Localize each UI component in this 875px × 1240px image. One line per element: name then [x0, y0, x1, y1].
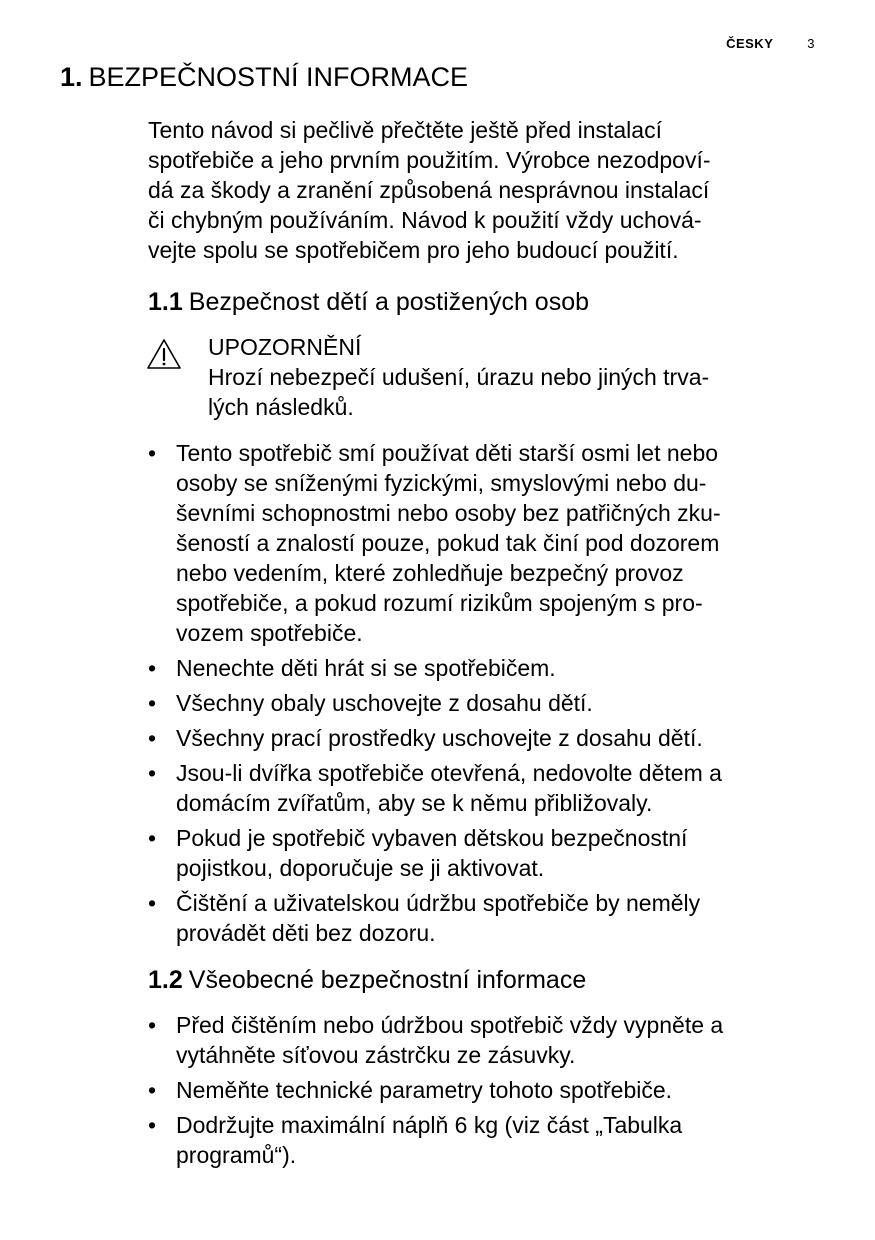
- child-safety-list: [148, 438, 828, 953]
- list-item-line: Dodržujte maximální náplň 6 kg (viz část „Tabulka: [176, 1112, 683, 1138]
- list-item-line: Čištění a uživatelskou údržbu spotřebiče by neměly: [176, 890, 701, 916]
- bullet-icon: •: [148, 825, 157, 851]
- warning-line: lých následků.: [208, 394, 354, 420]
- list-item-line: Tento spotřebič smí používat děti starší osmi let nebo: [176, 440, 719, 466]
- list-item: [148, 758, 828, 818]
- section-title: BEZPEČNOSTNÍ INFORMACE: [88, 62, 469, 92]
- list-item: [148, 653, 828, 683]
- warning-triangle-icon: [146, 338, 182, 370]
- subsection-title: Všeobecné bezpečnostní informace: [188, 966, 587, 994]
- list-item-line: Všechny prací prostředky uschovejte z dosahu dětí.: [176, 725, 703, 751]
- list-item-line: Nenechte děti hrát si se spotřebičem.: [176, 655, 556, 681]
- section-number: 1.: [60, 62, 83, 92]
- subsection-number: 1.2: [148, 966, 183, 994]
- list-item-line: programů“).: [176, 1142, 297, 1168]
- bullet-icon: •: [148, 725, 157, 751]
- list-item-line: provádět děti bez dozoru.: [176, 920, 436, 946]
- bullet-icon: •: [148, 760, 157, 786]
- general-safety-list: [148, 1010, 828, 1175]
- section-heading: [60, 62, 468, 93]
- bullet-icon: •: [148, 1112, 157, 1138]
- list-item-line: pojistkou, doporučuje se ji aktivovat.: [176, 855, 545, 881]
- list-item-line: osoby se sníženými fyzickými, smyslovými nebo du-: [176, 470, 707, 496]
- list-item: [148, 688, 828, 718]
- list-item-line: spotřebiče, a pokud rozumí rizikům spojeným s pro-: [176, 590, 703, 616]
- intro-line: vejte spolu se spotřebičem pro jeho budoucí použití.: [148, 237, 679, 263]
- list-item: [148, 723, 828, 753]
- list-item-line: Všechny obaly uschovejte z dosahu dětí.: [176, 690, 593, 716]
- list-item-line: Neměňte technické parametry tohoto spotřebiče.: [176, 1077, 673, 1103]
- list-item-line: vozem spotřebiče.: [176, 620, 363, 646]
- intro-paragraph: [148, 115, 813, 265]
- bullet-icon: •: [148, 655, 157, 681]
- list-item-line: vytáhněte síťovou zástrčku ze zásuvky.: [176, 1042, 576, 1068]
- list-item: [148, 888, 828, 948]
- list-item-line: šeností a znalostí pouze, pokud tak činí pod dozorem: [176, 530, 720, 556]
- bullet-icon: •: [148, 1012, 157, 1038]
- list-item-line: domácím zvířatům, aby se k němu přibližovaly.: [176, 790, 653, 816]
- page-header: [726, 36, 815, 51]
- subsection-title: Bezpečnost dětí a postižených osob: [188, 288, 590, 316]
- list-item: [148, 1010, 828, 1070]
- list-item: [148, 1075, 828, 1105]
- subsection-heading-1-2: [148, 966, 586, 995]
- subsection-heading-1-1: [148, 288, 589, 317]
- list-item: [148, 823, 828, 883]
- bullet-icon: •: [148, 1077, 157, 1103]
- subsection-number: 1.1: [148, 288, 183, 316]
- intro-line: dá za škody a zranění způsobená nesprávnou instalací: [148, 177, 710, 203]
- bullet-icon: •: [148, 690, 157, 716]
- bullet-icon: •: [148, 890, 157, 916]
- page-number: 3: [807, 36, 815, 51]
- list-item-line: Jsou-li dvířka spotřebiče otevřená, nedovolte dětem a: [176, 760, 722, 786]
- warning-title: UPOZORNĚNÍ: [208, 334, 362, 360]
- intro-line: spotřebiče a jeho prvním použitím. Výrobce nezodpoví-: [148, 147, 711, 173]
- intro-line: Tento návod si pečlivě přečtěte ještě před instalací: [148, 117, 662, 143]
- list-item-line: Před čištěním nebo údržbou spotřebič vždy vypněte a: [176, 1012, 724, 1038]
- language-label: ČESKY: [726, 36, 774, 51]
- intro-line: či chybným používáním. Návod k použití vždy uchová-: [148, 207, 702, 233]
- bullet-icon: •: [148, 440, 157, 466]
- warning-line: Hrozí nebezpečí udušení, úrazu nebo jiných trva-: [208, 364, 710, 390]
- list-item-line: nebo vedením, které zohledňuje bezpečný provoz: [176, 560, 684, 586]
- warning-text: [208, 362, 709, 422]
- list-item: [148, 438, 828, 648]
- list-item-line: ševními schopnostmi nebo osoby bez patřičných zku-: [176, 500, 721, 526]
- list-item-line: Pokud je spotřebič vybaven dětskou bezpečnostní: [176, 825, 688, 851]
- list-item: [148, 1110, 828, 1170]
